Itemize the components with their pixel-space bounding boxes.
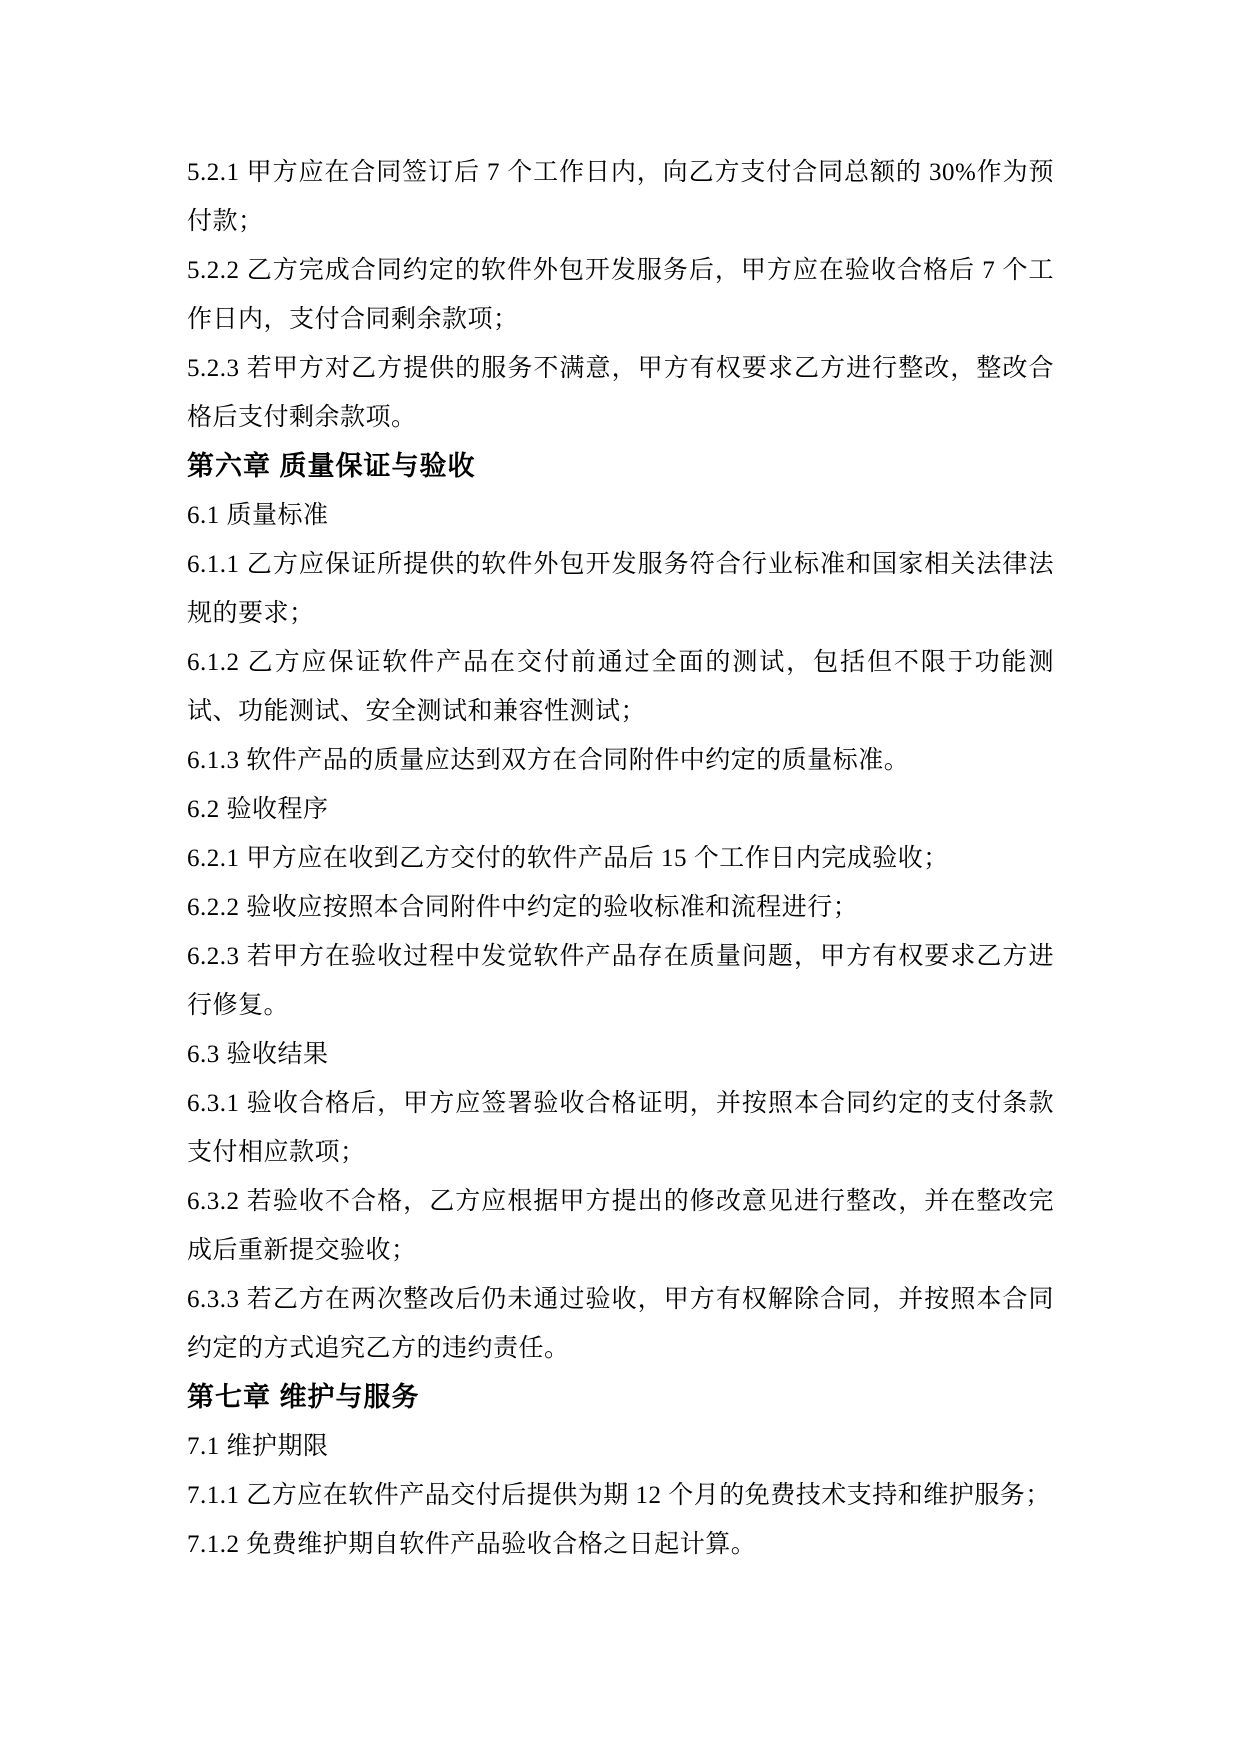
contract-clause: 6.3 验收结果 bbox=[187, 1041, 329, 1068]
contract-clause: 6.2.2 验收应按照本合同附件中约定的验收标准和流程进行； bbox=[187, 894, 859, 921]
contract-clause: 5.2.3 若甲方对乙方提供的服务不满意，甲方有权要求乙方进行整改，整改合格后支付剩余款项。 bbox=[187, 355, 1054, 431]
contract-clause: 6.1.1 乙方应保证所提供的软件外包开发服务符合行业标准和国家相关法律法规的要求； bbox=[187, 551, 1054, 627]
contract-clause: 6.3.3 若乙方在两次整改后仍未通过验收，甲方有权解除合同，并按照本合同约定的方式追究乙方的违约责任。 bbox=[187, 1286, 1054, 1362]
contract-clause: 5.2.1 甲方应在合同签订后 7 个工作日内，向乙方支付合同总额的 30%作为预付款； bbox=[187, 159, 1054, 235]
contract-clause: 7.1.1 乙方应在软件产品交付后提供为期 12 个月的免费技术支持和维护服务； bbox=[187, 1482, 1051, 1509]
chapter-heading: 第七章 维护与服务 bbox=[187, 1382, 420, 1412]
chapter-heading: 第六章 质量保证与验收 bbox=[187, 451, 476, 481]
contract-clause: 6.2 验收程序 bbox=[187, 796, 329, 823]
contract-clause: 6.1.2 乙方应保证软件产品在交付前通过全面的测试，包括但不限于功能测试、功能测试、安全测试和兼容性测试； bbox=[187, 649, 1054, 725]
contract-text-block bbox=[187, 148, 1054, 1569]
contract-clause: 6.2.1 甲方应在收到乙方交付的软件产品后 15 个工作日内完成验收； bbox=[187, 845, 949, 872]
contract-clause: 6.1.3 软件产品的质量应达到双方在合同附件中约定的质量标准。 bbox=[187, 747, 910, 774]
contract-clause: 6.1 质量标准 bbox=[187, 502, 329, 529]
contract-clause: 6.3.2 若验收不合格，乙方应根据甲方提出的修改意见进行整改，并在整改完成后重新提交验收； bbox=[187, 1188, 1054, 1264]
contract-clause: 7.1.2 免费维护期自软件产品验收合格之日起计算。 bbox=[187, 1531, 757, 1558]
contract-clause: 6.3.1 验收合格后，甲方应签署验收合格证明，并按照本合同约定的支付条款支付相应款项； bbox=[187, 1090, 1054, 1166]
contract-clause: 6.2.3 若甲方在验收过程中发觉软件产品存在质量问题，甲方有权要求乙方进行修复。 bbox=[187, 943, 1054, 1019]
contract-clause: 7.1 维护期限 bbox=[187, 1433, 329, 1460]
contract-clause: 5.2.2 乙方完成合同约定的软件外包开发服务后，甲方应在验收合格后 7 个工作日内，支付合同剩余款项； bbox=[187, 257, 1054, 333]
